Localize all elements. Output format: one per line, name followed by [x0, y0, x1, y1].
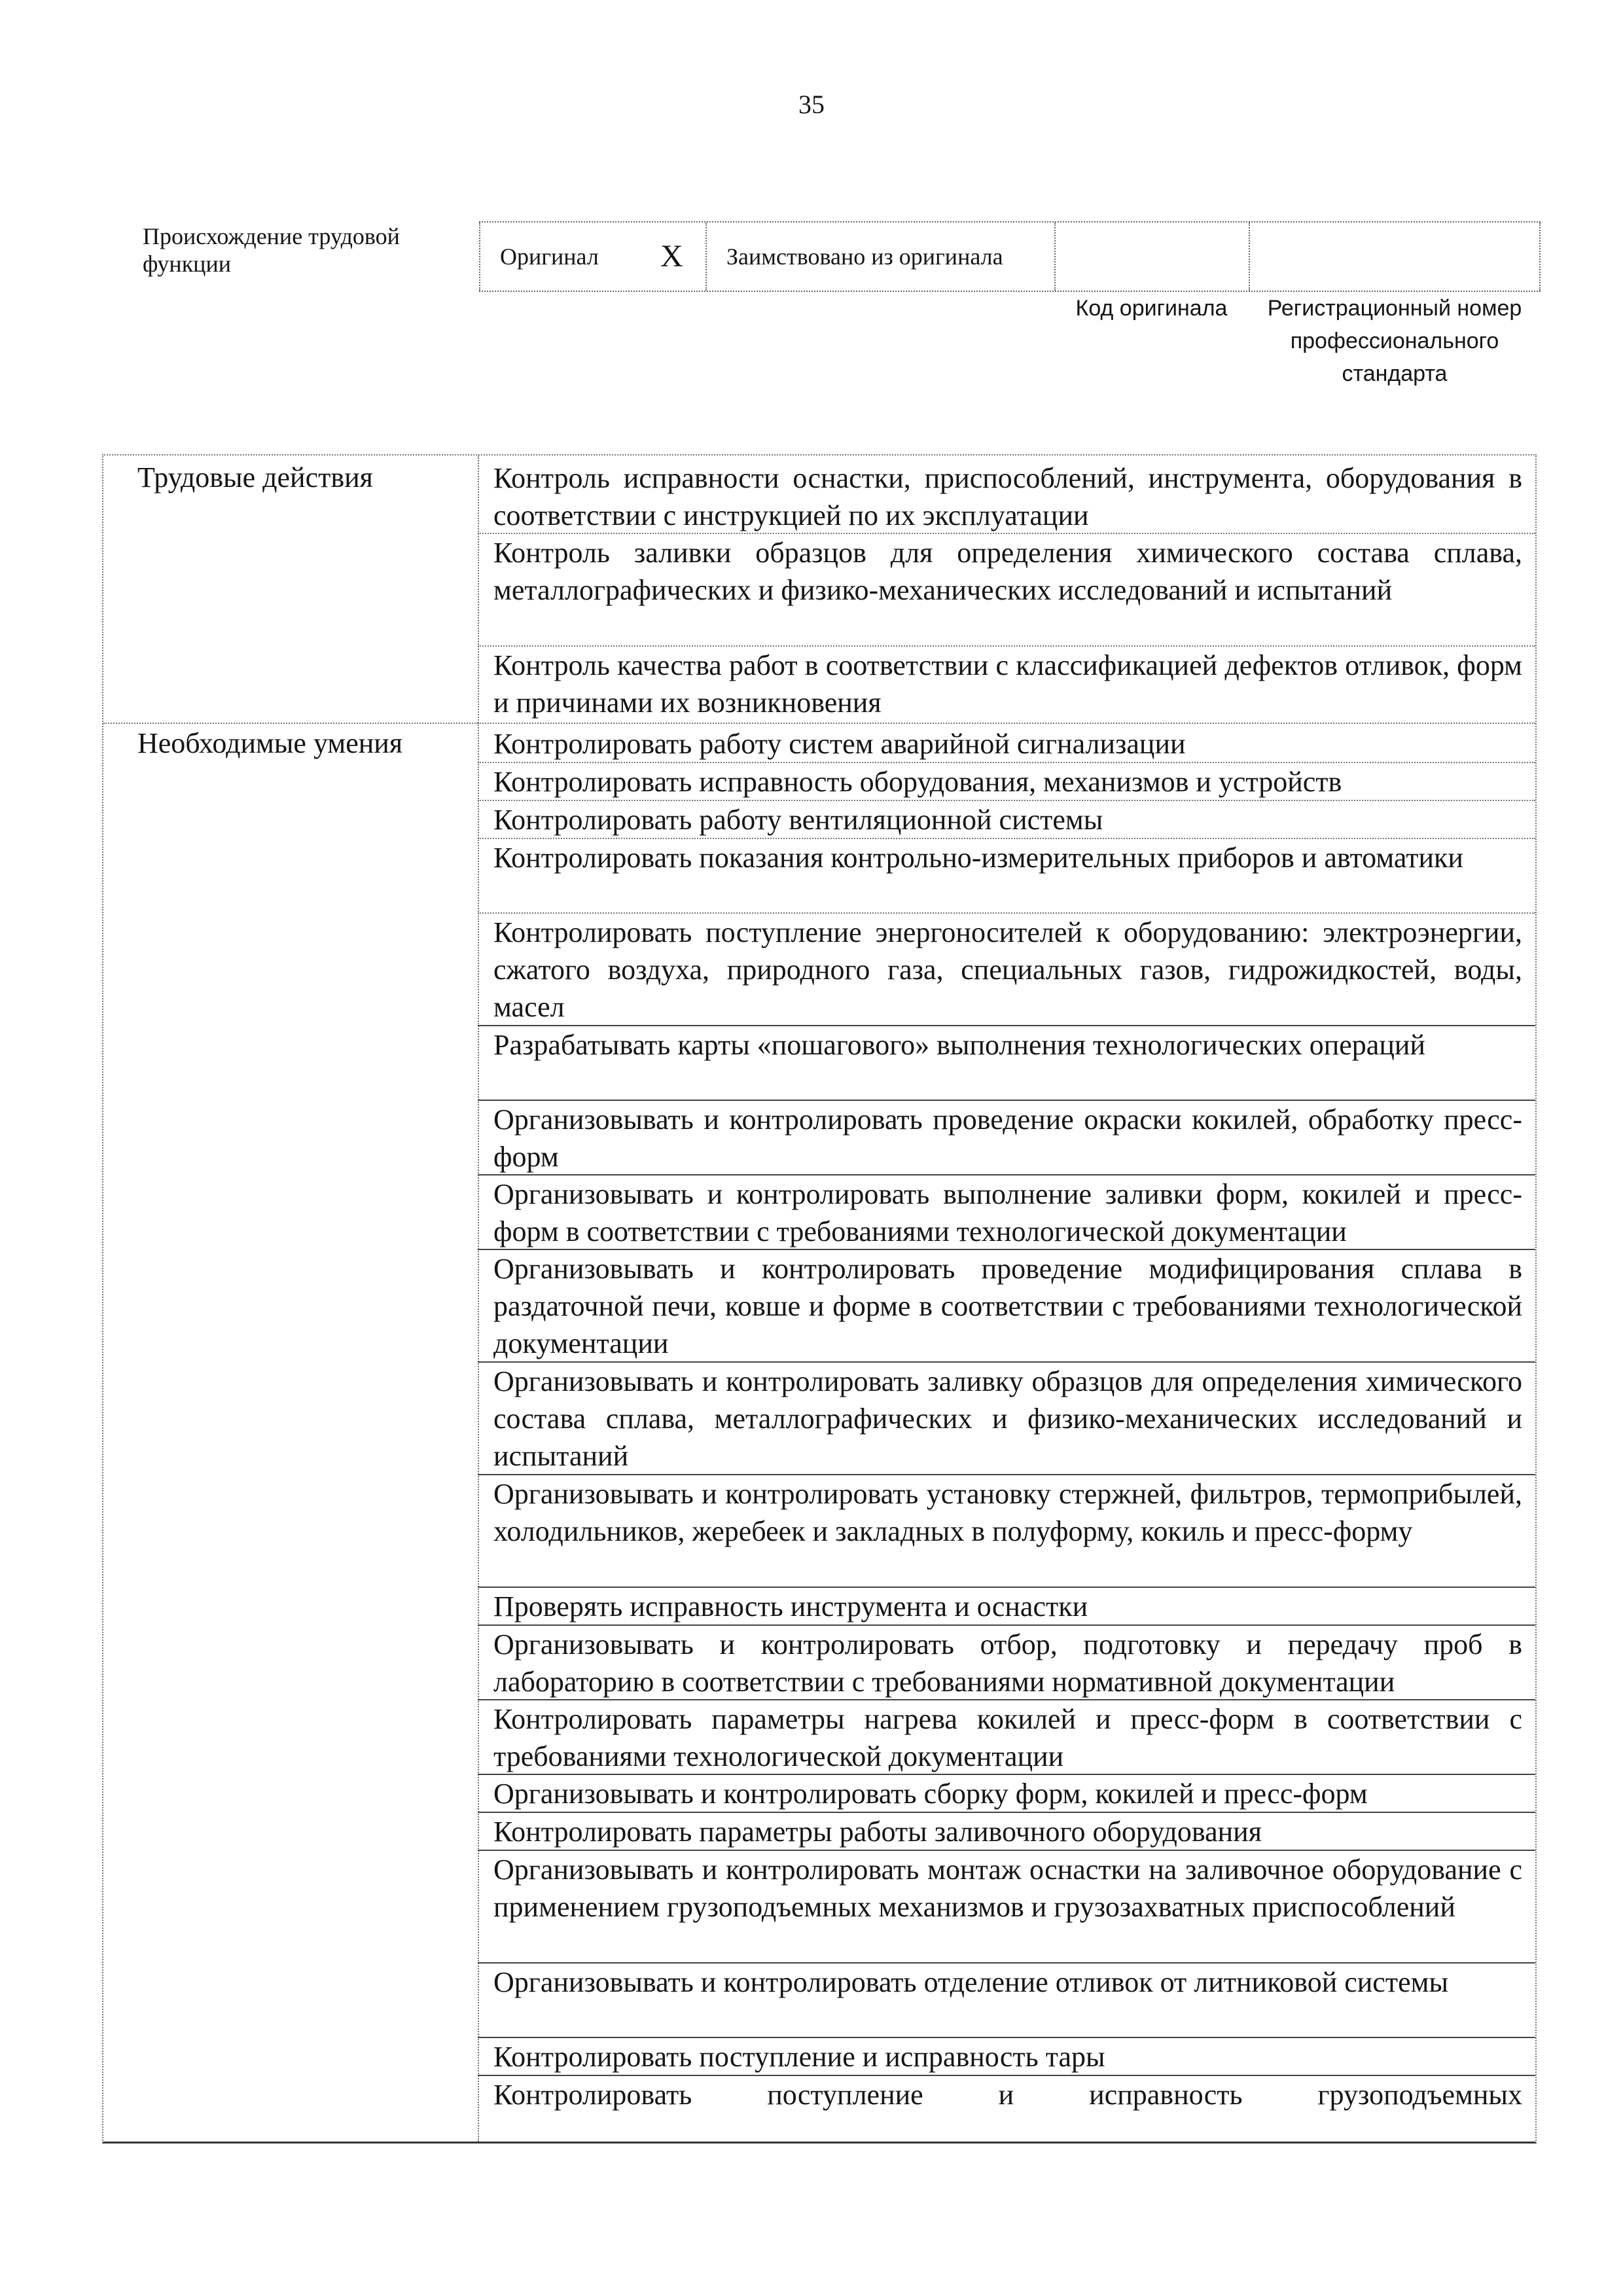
- skill-item: Организовывать и контролировать выполнение заливки форм, кокилей и пресс-форм в соответствии с требованиями технологической документации: [493, 1178, 1522, 1247]
- labor-actions-label: Трудовые действия: [137, 461, 373, 493]
- row-divider: [478, 723, 1535, 724]
- origin-original-cell: [479, 223, 705, 291]
- labor-action-item: Контроль заливки образцов для определения химического состава сплава, металлографических и физико-механических исследований и испытаний: [493, 537, 1522, 606]
- skill-item: Организовывать и контролировать проведение окраски кокилей, обработку пресс-форм: [493, 1103, 1522, 1173]
- origin-label: Происхождение трудовой функции: [143, 223, 400, 277]
- origin-reg-cell: [1249, 223, 1541, 291]
- skill-item: Организовывать и контролировать заливку образцов для определения химического состава сплава, металлографических и физико-механических исследований и испытаний: [493, 1365, 1522, 1472]
- origin-original-label: Оригинал: [500, 243, 599, 270]
- column-divider: [478, 456, 479, 2142]
- origin-table: [479, 221, 1541, 292]
- skill-item: Организовывать и контролировать монтаж оснастки на заливочное оборудование с применением грузоподъемных механизмов и грузозахватных приспособлений: [493, 1854, 1522, 1923]
- skill-item: Организовывать и контролировать установку стержней, фильтров, термоприбылей, холодильников, жеребеек и закладных в полуформу, кокиль и пресс-форму: [493, 1478, 1522, 1547]
- skill-item: Организовывать и контролировать проведение модифицирования сплава в раздаточной печи, ковше и форме в соответствии с требованиями технологической документации: [493, 1253, 1522, 1359]
- origin-borrowed-cell: [705, 223, 1054, 291]
- function-table: [102, 454, 1537, 2144]
- skill-item: Контролировать поступление и исправность грузоподъемных: [493, 2079, 1522, 2111]
- page-number: 35: [798, 90, 825, 119]
- origin-code-cell: [1054, 223, 1249, 291]
- skill-item: Контролировать исправность оборудования, механизмов и устройств: [493, 766, 1342, 798]
- skill-item: Разрабатывать карты «пошагового» выполнения технологических операций: [493, 1029, 1425, 1061]
- section-divider: [103, 723, 478, 724]
- skill-item: Контролировать работу вентиляционной системы: [493, 804, 1103, 836]
- labor-action-item: Контроль исправности оснастки, приспособлений, инструмента, оборудования в соответствии с инструкцией по их эксплуатации: [493, 462, 1522, 531]
- skill-item: Организовывать и контролировать отбор, подготовку и передачу проб в лабораторию в соответствии с требованиями нормативной документации: [493, 1628, 1522, 1698]
- skill-item: Организовывать и контролировать сборку форм, кокилей и пресс-форм: [493, 1778, 1368, 1810]
- skill-item: Контролировать поступление и исправность тары: [493, 2041, 1105, 2073]
- skill-item: Контролировать параметры нагрева кокилей и пресс-форм в соответствии с требованиями технологической документации: [493, 1703, 1522, 1772]
- origin-borrowed-label: Заимствовано из оригинала: [726, 243, 1003, 270]
- skill-item: Проверять исправность инструмента и оснастки: [493, 1590, 1088, 1623]
- skill-item: Контролировать параметры работы заливочного оборудования: [493, 1816, 1262, 1848]
- skills-label: Необходимые умения: [137, 727, 403, 759]
- skill-item: Контролировать работу систем аварийной сигнализации: [493, 728, 1186, 760]
- skill-item: Контролировать показания контрольно-измерительных приборов и автоматики: [493, 842, 1463, 874]
- skill-item: Организовывать и контролировать отделение отливок от литниковой системы: [493, 1966, 1449, 1998]
- labor-action-item: Контроль качества работ в соответствии с классификацией дефектов отливок, форм и причинами их возникновения: [493, 649, 1522, 719]
- origin-original-mark: X: [660, 239, 683, 274]
- skill-item: Контролировать поступление энергоносителей к оборудованию: электроэнергии, сжатого воздуха, природного газа, специальных газов, гидрожидкостей, воды, масел: [493, 916, 1522, 1023]
- code-caption: Код оригинала: [1075, 296, 1228, 321]
- reg-caption: Регистрационный номер профессионального стандарта: [1267, 296, 1522, 386]
